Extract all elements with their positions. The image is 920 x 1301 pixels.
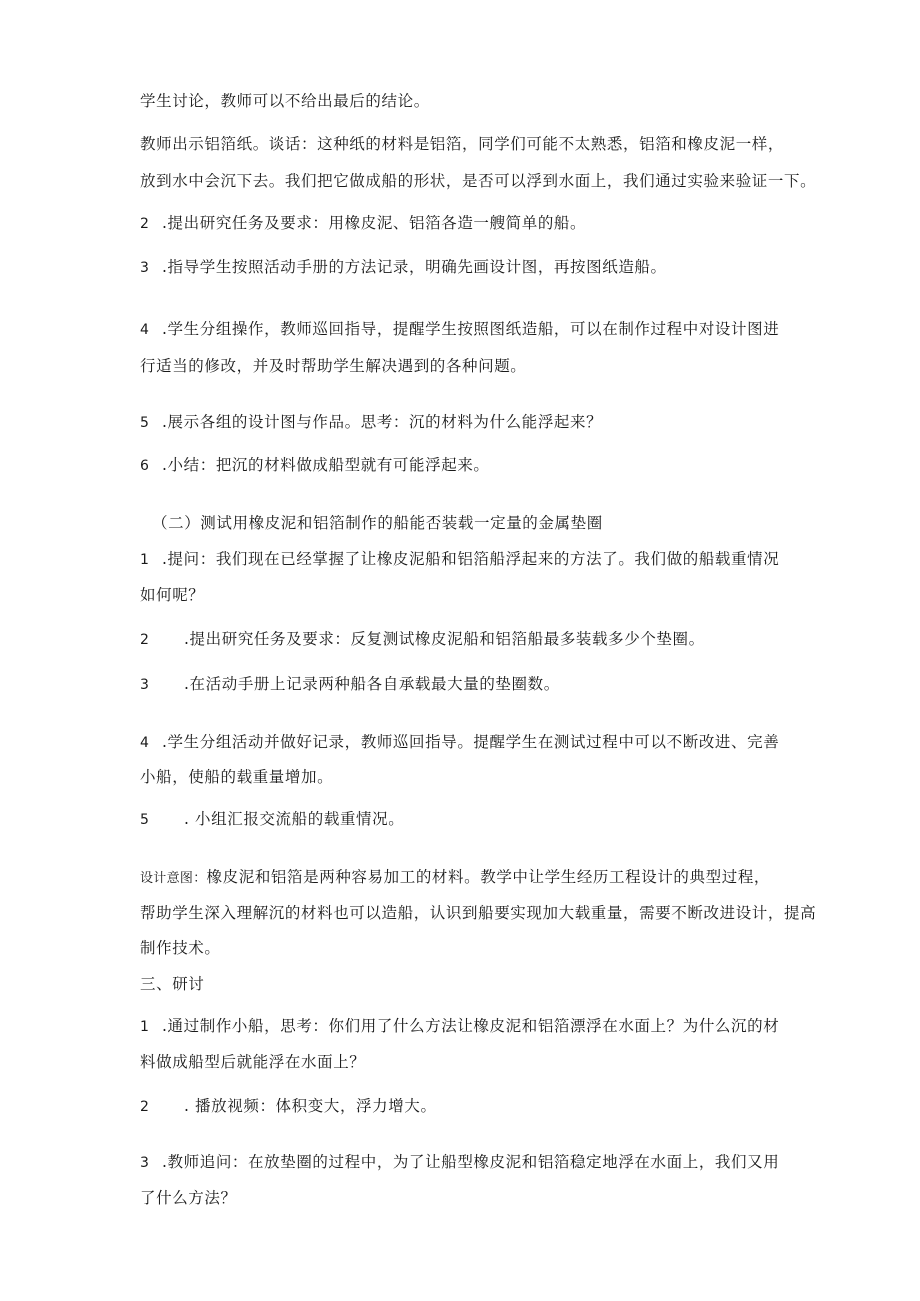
design-intent-text: 帮助学生深入理解沉的材料也可以造船，认识到船要实现加大载重量，需要不断改进设计，提高 — [140, 904, 817, 922]
item-number: 4 — [140, 322, 149, 338]
item-number: 6 — [140, 458, 149, 474]
paragraph-conclusion — [140, 90, 430, 112]
list-item-2 — [140, 212, 586, 235]
item-text: .通过制作小船，思考：你们用了什么方法让橡皮泥和铝箔漂浮在水面上？为什么沉的材 — [162, 1017, 780, 1035]
item-text: .提问：我们现在已经掌握了让橡皮泥船和铝箔船浮起来的方法了。我们做的船载重情况 — [162, 550, 780, 568]
item-number: 1 — [140, 552, 149, 568]
list-b-item-3 — [140, 673, 560, 696]
item-number: 3 — [140, 1155, 149, 1171]
item-text: 料做成船型后就能浮在水面上？ — [140, 1053, 366, 1071]
list-item-6 — [140, 454, 490, 477]
paragraph-foil-line1 — [140, 133, 784, 155]
design-intent-text: 制作技术。 — [140, 939, 221, 957]
item-text: .提出研究任务及要求：用橡皮泥、铝箔各造一艘简单的船。 — [162, 214, 587, 232]
item-text: .学生分组活动并做好记录，教师巡回指导。提醒学生在测试过程中可以不断改进、完善 — [162, 733, 780, 751]
design-intent-line1 — [140, 866, 770, 890]
item-number: 3 — [140, 260, 149, 276]
item-text: .学生分组操作，教师巡回指导，提醒学生按照图纸造船，可以在制作过程中对设计图进 — [162, 320, 780, 338]
item-text: .指导学生按照活动手册的方法记录，明确先画设计图，再按图纸造船。 — [162, 258, 667, 276]
list-b-item-4-line2 — [140, 766, 333, 788]
paragraph-text: 教师出示铝箔纸。谈话：这种纸的材料是铝箔，同学们可能不太熟悉，铝箔和橡皮泥一样， — [140, 135, 785, 153]
item-text: .展示各组的设计图与作品。思考：沉的材料为什么能浮起来？ — [162, 413, 603, 431]
design-intent-line3 — [140, 937, 221, 959]
item-number: 2 — [140, 216, 149, 232]
list-b-item-2 — [140, 628, 705, 651]
item-number: 4 — [140, 735, 149, 751]
list-c-item-1-line2 — [140, 1051, 365, 1073]
item-number: 5 — [140, 415, 149, 431]
paragraph-foil-line2 — [140, 170, 816, 192]
item-text: 行适当的修改，并及时帮助学生解决遇到的各种问题。 — [140, 357, 527, 375]
item-text: 小船，使船的载重量增加。 — [140, 768, 334, 786]
item-number: 2 — [140, 1099, 149, 1115]
list-c-item-3-line2 — [140, 1187, 237, 1209]
list-c-item-2 — [140, 1095, 437, 1118]
list-b-item-1-line1 — [140, 548, 779, 571]
section-heading-two — [152, 512, 603, 534]
list-b-item-5 — [140, 808, 404, 831]
item-text: . 播放视频：体积变大，浮力增大。 — [184, 1097, 437, 1115]
paragraph-text: 放到水中会沉下去。我们把它做成船的形状，是否可以浮到水面上，我们通过实验来验证一下。 — [140, 172, 817, 190]
list-c-item-1-line1 — [140, 1015, 779, 1038]
list-c-item-3-line1 — [140, 1151, 779, 1174]
item-number: 1 — [140, 1019, 149, 1035]
item-text: .在活动手册上记录两种船各自承载最大量的垫圈数。 — [184, 675, 560, 693]
item-text: 了什么方法？ — [140, 1189, 237, 1207]
item-number: 5 — [140, 812, 149, 828]
design-intent-label: 设计意图： — [140, 871, 207, 886]
design-intent-line2 — [140, 902, 816, 924]
section-heading-text: 三、研讨 — [140, 975, 205, 993]
item-number: 3 — [140, 677, 149, 693]
design-intent-text: 橡皮泥和铝箔是两种容易加工的材料。教学中让学生经历工程设计的典型过程， — [206, 868, 771, 886]
item-text: 如何呢？ — [140, 586, 205, 604]
item-text: .提出研究任务及要求：反复测试橡皮泥船和铝箔船最多装载多少个垫圈。 — [184, 630, 705, 648]
item-text: .小结：把沉的材料做成船型就有可能浮起来。 — [162, 456, 490, 474]
section-heading-text: （二）测试用橡皮泥和铝箔制作的船能否装载一定量的金属垫圈 — [152, 514, 603, 532]
list-item-4-line2 — [140, 355, 526, 377]
paragraph-text: 学生讨论，教师可以不给出最后的结论。 — [140, 92, 430, 110]
list-item-3 — [140, 256, 667, 279]
list-item-4-line1 — [140, 318, 779, 341]
item-number: 2 — [140, 632, 149, 648]
item-text: . 小组汇报交流船的载重情况。 — [184, 810, 405, 828]
list-b-item-1-line2 — [140, 584, 204, 606]
item-text: .教师追问：在放垫圈的过程中，为了让船型橡皮泥和铝箔稳定地浮在水面上，我们又用 — [162, 1153, 780, 1171]
list-item-5 — [140, 411, 602, 434]
list-b-item-4-line1 — [140, 731, 779, 754]
section-heading-three — [140, 973, 204, 995]
